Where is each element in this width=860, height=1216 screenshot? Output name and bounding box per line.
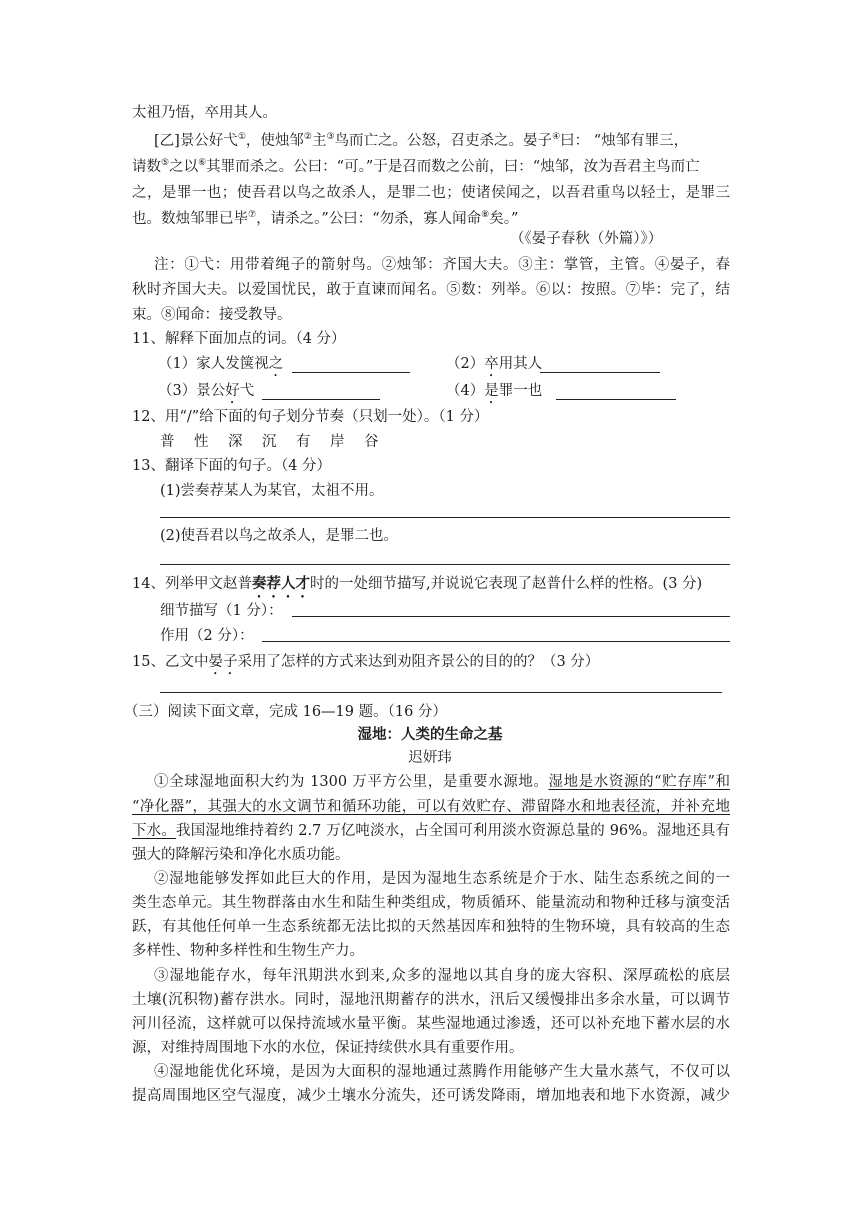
q15-answer-line[interactable]	[160, 692, 722, 693]
paragraph-1-line-3: 下水。我国湿地维持着约 2.7 万亿吨淡水，占全国可利用淡水资源总量的 96%。湿地还具有	[132, 823, 730, 839]
q12-char: 普	[160, 434, 175, 450]
paragraph-3-line-1: ③湿地能存水，每年汛期洪水到来,众多的湿地以其自身的庞大容积、深厚疏松的底层	[154, 968, 730, 984]
notes-line-1: 注：①弋：用带着绳子的箭射鸟。②烛邹：齐国大夫。③主：掌管，主管。④晏子，春	[154, 257, 730, 273]
paragraph-3-line-3: 河川径流，这样就可以保持流域水量平衡。某些湿地通过渗透，还可以补充地下蓄水层的水	[132, 1016, 730, 1032]
q11-item-1: （1）家人发箧视之	[158, 356, 284, 372]
q14-detail-label: 细节描写（1 分）：	[160, 603, 283, 619]
paragraph-1-line-1: ①全球湿地面积大约为 1300 万平方公里，是重要水源地。湿地是水资源的“贮存库”和	[154, 774, 730, 790]
q11-answer-1[interactable]	[292, 356, 410, 373]
section-3-heading: （三）阅读下面文章，完成 16—19 题。（16 分）	[124, 704, 447, 720]
paragraph-2-line-1: ②湿地能够发挥如此巨大的作用，是因为湿地生态系统是介于水、陆生态系统之间的一	[154, 871, 730, 887]
q15-title: 15、乙文中晏子采用了怎样的方式来达到劝阻齐景公的目的的？（3 分）	[132, 654, 600, 670]
paragraph-3-line-4: 源，对维持周围地下水的水位，保证持续供水具有重要作用。	[132, 1040, 524, 1056]
q12-char: 岸	[330, 434, 345, 450]
article-author: 迟妍玮	[408, 750, 452, 766]
q11-answer-2[interactable]	[540, 356, 660, 373]
q12-title: 12、用“/”给下面的句子划分节奏（只划一处）。（1 分）	[132, 409, 489, 425]
q11-answer-4[interactable]	[556, 383, 676, 400]
passage-yi-line-3: 之，是罪一也；使吾君以鸟之故杀人，是罪二也；使诸侯闻之，以吾君重鸟以轻士，是罪三	[132, 185, 730, 201]
article-title: 湿地：人类的生命之基	[357, 726, 503, 743]
q13-sentence-1: (1)尝奏荐某人为某官，太祖不用。	[160, 483, 384, 499]
passage-source: （《晏子春秋（外篇）》）	[510, 231, 663, 247]
passage-yi-line-1: [乙]景公好弋①，使烛邹②主③鸟而亡之。公怒，召吏杀之。晏子④曰： “烛邹有罪三，	[154, 132, 689, 149]
q14-detail-answer[interactable]	[292, 616, 730, 617]
q14-effect-answer[interactable]	[262, 641, 730, 642]
paragraph-2-line-2: 类生态单元。其生物群落由水生和陆生种类组成，物质循环、能量流动和物种迁移与演变活	[132, 895, 730, 911]
q11-item-4: （4）是罪一也	[446, 383, 543, 399]
q11-item-3: （3）景公好弋	[158, 383, 255, 399]
q12-char: 有	[296, 434, 311, 450]
q13-answer-line-2[interactable]	[160, 564, 730, 565]
paragraph-4-line-1: ④湿地能优化环境，是因为大面积的湿地通过蒸腾作用能够产生大量水蒸气，不仅可以	[154, 1064, 730, 1080]
paragraph-3-line-2: 土壤(沉积物)蓄存洪水。同时，湿地汛期蓄存的洪水，汛后又缓慢排出多余水量，可以调节	[132, 992, 730, 1008]
q12-char: 沉	[262, 434, 277, 450]
passage-jia-ending: 太祖乃悟，卒用其人。	[132, 105, 277, 121]
q13-answer-line-1[interactable]	[160, 517, 730, 518]
notes-line-2: 秋时齐国大夫。以爱国忧民，敢于直谏而闻名。⑤数：列举。⑥以：按照。⑦毕：完了，结	[132, 282, 730, 298]
paragraph-1-line-4: 强大的降解污染和净化水质功能。	[132, 847, 350, 863]
q12-sentence[interactable]	[160, 432, 398, 452]
passage-yi-line-4: 也。数烛邹罪已毕⑦，请杀之。”公曰：“勿杀，寡人闻命⑧矣。”	[132, 210, 519, 227]
q11-answer-3[interactable]	[262, 383, 380, 400]
q14-title: 14、列举甲文赵普奏荐人才时的一处细节描写,并说说它表现了赵普什么样的性格。(3 分)	[132, 575, 703, 592]
notes-line-3: 束。⑧闻命：接受教导。	[132, 307, 292, 323]
q12-char: 谷	[364, 434, 379, 450]
paragraph-2-line-4: 多样性、物种多样性和生物生产力。	[132, 943, 364, 959]
paragraph-2-line-3: 跃，有其他任何单一生态系统都无法比拟的天然基因库和独特的生物环境，具有较高的生态	[132, 919, 730, 935]
paragraph-1-line-2: “净化器”，其强大的水文调节和循环功能，可以有效贮存、滞留降水和地表径流，并补充地	[132, 799, 730, 815]
q13-sentence-2: (2)使吾君以鸟之故杀人，是罪二也。	[160, 528, 399, 544]
passage-yi-line-2: 请数⑤之以⑥其罪而杀之。公曰：“可。”于是召而数之公前，曰：“烛邹，汝为吾君主鸟而亡	[132, 158, 700, 175]
paragraph-4-line-2: 提高周围地区空气湿度，减少土壤水分流失，还可诱发降雨，增加地表和地下水资源，减少	[132, 1088, 730, 1104]
q11-title: 11、解释下面加点的词。（4 分）	[132, 331, 346, 347]
q14-effect-label: 作用（2 分）：	[160, 628, 254, 644]
q13-title: 13、翻译下面的句子。（4 分）	[132, 458, 332, 474]
q11-item-2: （2）卒用其人	[446, 356, 543, 372]
q12-char: 性	[194, 434, 209, 450]
q12-char: 深	[228, 434, 243, 450]
